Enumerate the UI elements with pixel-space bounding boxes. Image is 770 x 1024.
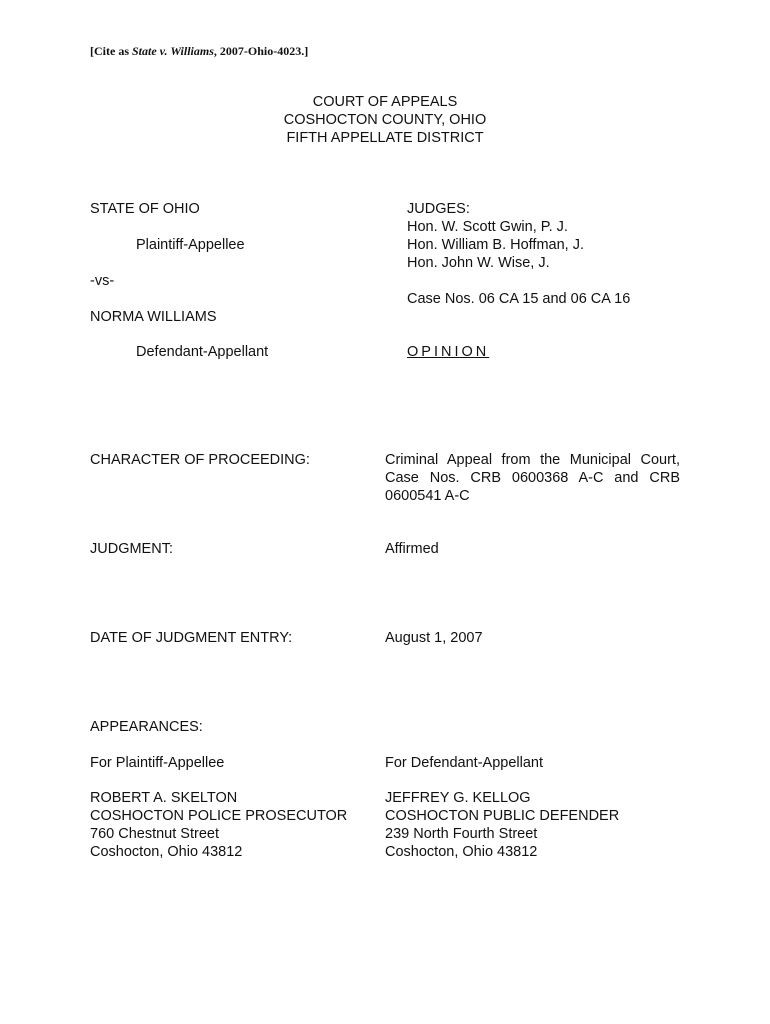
opinion-title: OPINION: [407, 344, 490, 360]
plaintiff-role: Plaintiff-Appellee: [136, 237, 245, 253]
plaintiff-name: STATE OF OHIO: [90, 201, 200, 217]
citation-suffix: , 2007-Ohio-4023.]: [213, 44, 309, 58]
defendant-counsel-city: Coshocton, Ohio 43812: [385, 844, 538, 860]
proceeding-label: CHARACTER OF PROCEEDING:: [90, 452, 310, 468]
court-name: COURT OF APPEALS: [312, 94, 458, 110]
judges-heading: JUDGES:: [407, 201, 470, 217]
plaintiff-counsel-name: ROBERT A. SKELTON: [90, 790, 238, 806]
judgment-value: Affirmed: [385, 541, 439, 557]
date-label: DATE OF JUDGMENT ENTRY:: [90, 630, 293, 646]
defendant-counsel-street: 239 North Fourth Street: [385, 826, 538, 842]
citation-prefix: [Cite as: [90, 44, 132, 58]
plaintiff-counsel-street: 760 Chestnut Street: [90, 826, 219, 842]
judge-item: Hon. William B. Hoffman, J.: [407, 237, 585, 253]
judgment-label: JUDGMENT:: [90, 541, 173, 557]
defendant-counsel-heading: For Defendant-Appellant: [385, 755, 543, 771]
court-county: COSHOCTON COUNTY, OHIO: [283, 112, 487, 128]
defendant-counsel-block: [385, 789, 619, 861]
date-value: August 1, 2007: [385, 630, 483, 646]
defendant-role: Defendant-Appellant: [136, 344, 269, 360]
judge-item: Hon. John W. Wise, J.: [407, 255, 550, 271]
defendant-counsel-name: JEFFREY G. KELLOG: [385, 790, 531, 806]
court-header: [0, 93, 770, 147]
court-district: FIFTH APPELLATE DISTRICT: [286, 130, 484, 146]
plaintiff-counsel-block: [90, 789, 347, 861]
defendant-counsel-title: COSHOCTON PUBLIC DEFENDER: [385, 808, 620, 824]
case-numbers: Case Nos. 06 CA 15 and 06 CA 16: [407, 291, 631, 307]
plaintiff-counsel-heading: For Plaintiff-Appellee: [90, 755, 225, 771]
appearances-heading: APPEARANCES:: [90, 719, 203, 735]
citation-case-name: State v. Williams: [132, 44, 214, 58]
versus: -vs-: [90, 273, 115, 289]
judge-item: Hon. W. Scott Gwin, P. J.: [407, 219, 568, 235]
plaintiff-counsel-city: Coshocton, Ohio 43812: [90, 844, 243, 860]
citation-line: [90, 42, 308, 60]
proceeding-value: Criminal Appeal from the Municipal Court, Case Nos. CRB 0600368 A-C and CRB 0600541 A-C: [385, 452, 680, 504]
plaintiff-counsel-title: COSHOCTON POLICE PROSECUTOR: [90, 808, 348, 824]
defendant-name: NORMA WILLIAMS: [90, 309, 217, 325]
